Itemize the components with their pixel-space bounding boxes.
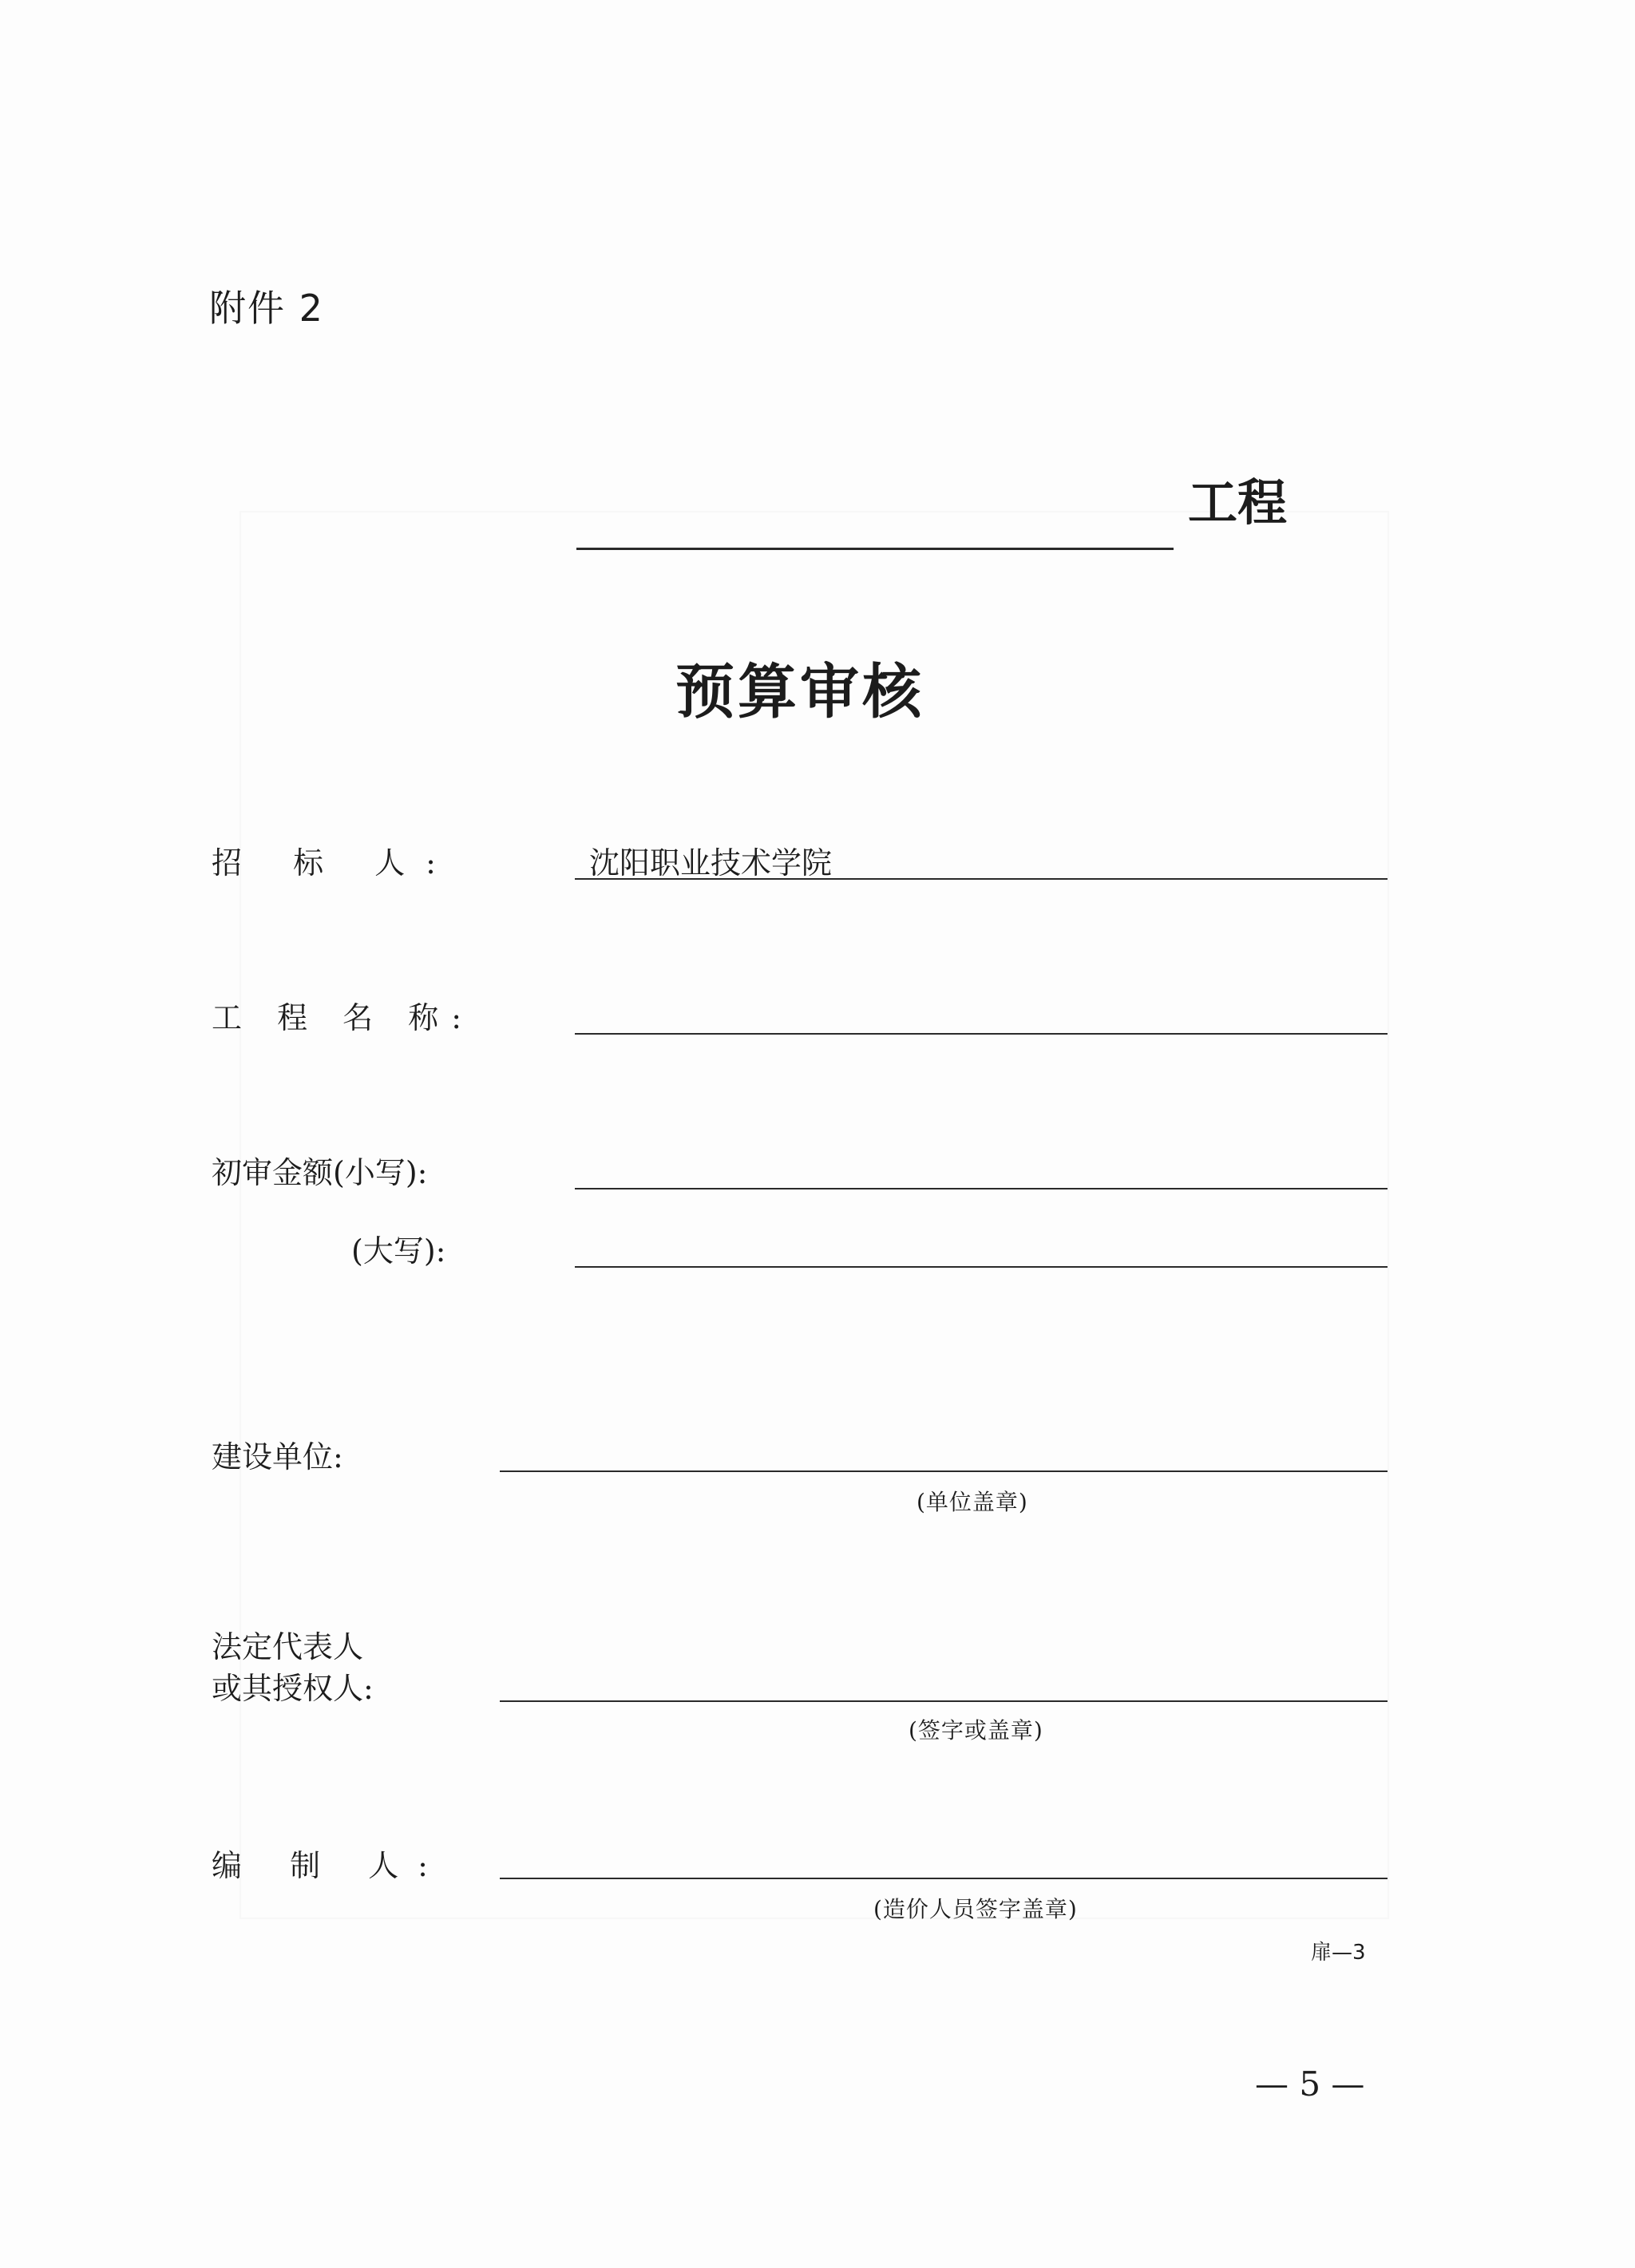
document-title: 预算审核 <box>675 658 924 726</box>
initial-amount-upper-line <box>575 1266 1388 1268</box>
initial-amount-lower-label: 初审金额(小写): <box>212 1155 428 1190</box>
legal-representative-line <box>500 1700 1388 1702</box>
legal-representative-label-line2: 或其授权人: <box>212 1671 374 1706</box>
bidder-line <box>575 878 1388 880</box>
project-name-line <box>575 1033 1388 1035</box>
compiler-caption: (造价人员签字盖章) <box>873 1896 1078 1922</box>
initial-amount-upper-label: (大写): <box>351 1233 446 1269</box>
construction-unit-caption: (单位盖章) <box>916 1489 1028 1515</box>
page-number: — 5 — <box>1255 2064 1365 2104</box>
construction-unit-line <box>500 1470 1388 1472</box>
project-name-blank-line <box>576 548 1174 550</box>
compiler-line <box>500 1878 1388 1879</box>
project-suffix: 工程 <box>1188 473 1288 532</box>
legal-representative-label-line1: 法定代表人 <box>212 1629 364 1664</box>
bidder-label: 招 标 人: <box>212 845 457 881</box>
construction-unit-label: 建设单位: <box>212 1439 343 1474</box>
attachment-label: 附件 2 <box>209 287 324 330</box>
initial-amount-lower-line <box>575 1188 1388 1189</box>
form-code: 扉—3 <box>1311 1941 1366 1965</box>
compiler-label: 编 制 人: <box>212 1848 447 1883</box>
legal-representative-caption: (签字或盖章) <box>909 1717 1043 1744</box>
project-name-label: 工 程 名 称: <box>212 1000 475 1035</box>
bidder-value: 沈阳职业技术学院 <box>589 845 833 881</box>
